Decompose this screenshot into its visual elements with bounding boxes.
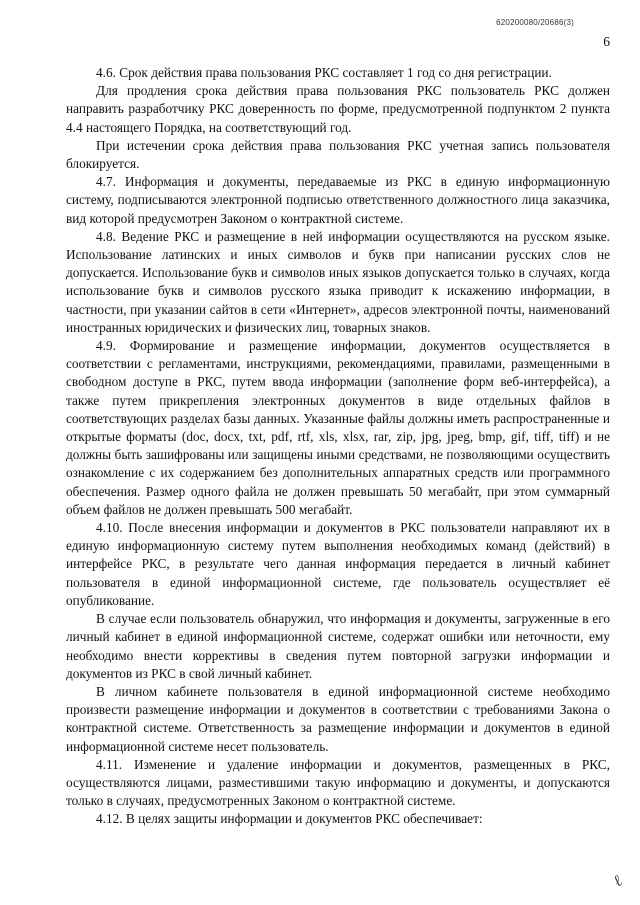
- document-code: 620200080/20686(3): [496, 18, 574, 27]
- paragraph-4-12: 4.12. В целях защиты информации и документов РКС обеспечивает:: [96, 811, 483, 827]
- paragraph-4-6: 4.6. Срок действия права пользования РКС составляет 1 год со дня регистрации.: [96, 65, 552, 80]
- paragraph-expiry: При истечении срока действия права пользования РКС учетная запись пользователя блокируется.: [66, 137, 610, 172]
- handwritten-mark: ℓ: [610, 872, 626, 891]
- paragraph-4-8: 4.8. Ведение РКС и размещение в ней информации осуществляются на русском языке. Использование латинских и иных символов и букв при написании русских слов не допускается. Использование букв и символов иных языков допускается только в случаях, когда использование букв и символов русского языка приводит к искажению информации, в частности, при указании сайтов в сети «Интернет», адресов электронной почты, наименований иностранных юридических и физических лиц, товарных знаков.: [66, 228, 610, 335]
- paragraph-4-10: 4.10. После внесения информации и документов в РКС пользователи направляют их в единую информационную систему путем выполнения необходимых команд (действий) в интерфейсе РКС, в результате чего данная информация передается в личный кабинет пользователя в единой информационной системе, где пользователь осуществляет её опубликование.: [66, 520, 610, 608]
- document-body: [66, 64, 610, 829]
- paragraph-4-7: 4.7. Информация и документы, передаваемые из РКС в единую информационную систему, подписываются электронной подписью ответственного должностного лица заказчика, вид которой предусмотрен Законом о контрактной системе.: [66, 174, 610, 226]
- paragraph-corrections: В случае если пользователь обнаружил, что информация и документы, загруженные в его личный кабинет в единой информационной системе, содержат ошибки или неточности, ему необходимо внести коррективы в сведения путем повторной загрузки информации и документов из РКС в свой личный кабинет.: [66, 611, 610, 681]
- paragraph-personal-cabinet: В личном кабинете пользователя в единой информационной системе необходимо произвести размещение информации и документов в соответствии с требованиями Закона о контрактной системе. Ответственность за размещение информации и документов в единой информационной системе несет пользователь.: [66, 683, 610, 754]
- paragraph-renewal: Для продления срока действия права пользования РКС пользователь РКС должен направить разработчику РКС доверенность по форме, предусмотренной подпунктом 2 пункта 4.4 настоящего Порядка, на соответствующий год.: [66, 83, 610, 135]
- page-number: 6: [603, 34, 610, 49]
- paragraph-4-11: 4.11. Изменение и удаление информации и документов, размещенных в РКС, осуществляются лицами, разместившими такую информацию и документы, и допускаются только в случаях, предусмотренных Законом о контрактной системе.: [66, 756, 610, 809]
- paragraph-4-9: 4.9. Формирование и размещение информации, документов осуществляется в соответствии с регламентами, инструкциями, рекомендациями, правилами, размещенными в свободном доступе в РКС, путем ввода информации (заполнение форм веб-интерфейса), а также путем прикрепления электронных документов в виде отдельных файлов в соответствующих разделах базы данных. Указанные файлы должны иметь распространенные и открытые форматы (doc, docx, txt, pdf, rtf, xls, xlsx, rar, zip, jpg, jpeg, bmp, gif, tiff, tiff) и не должны быть зашифрованы или защищены иными средствами, не позволяющими осуществить ознакомление с их содержанием без дополнительных аппаратных средств или программного обеспечения. Размер одного файла не должен превышать 50 мегабайт, при этом суммарный объем файлов не должен превышать 500 мегабайт.: [66, 338, 610, 517]
